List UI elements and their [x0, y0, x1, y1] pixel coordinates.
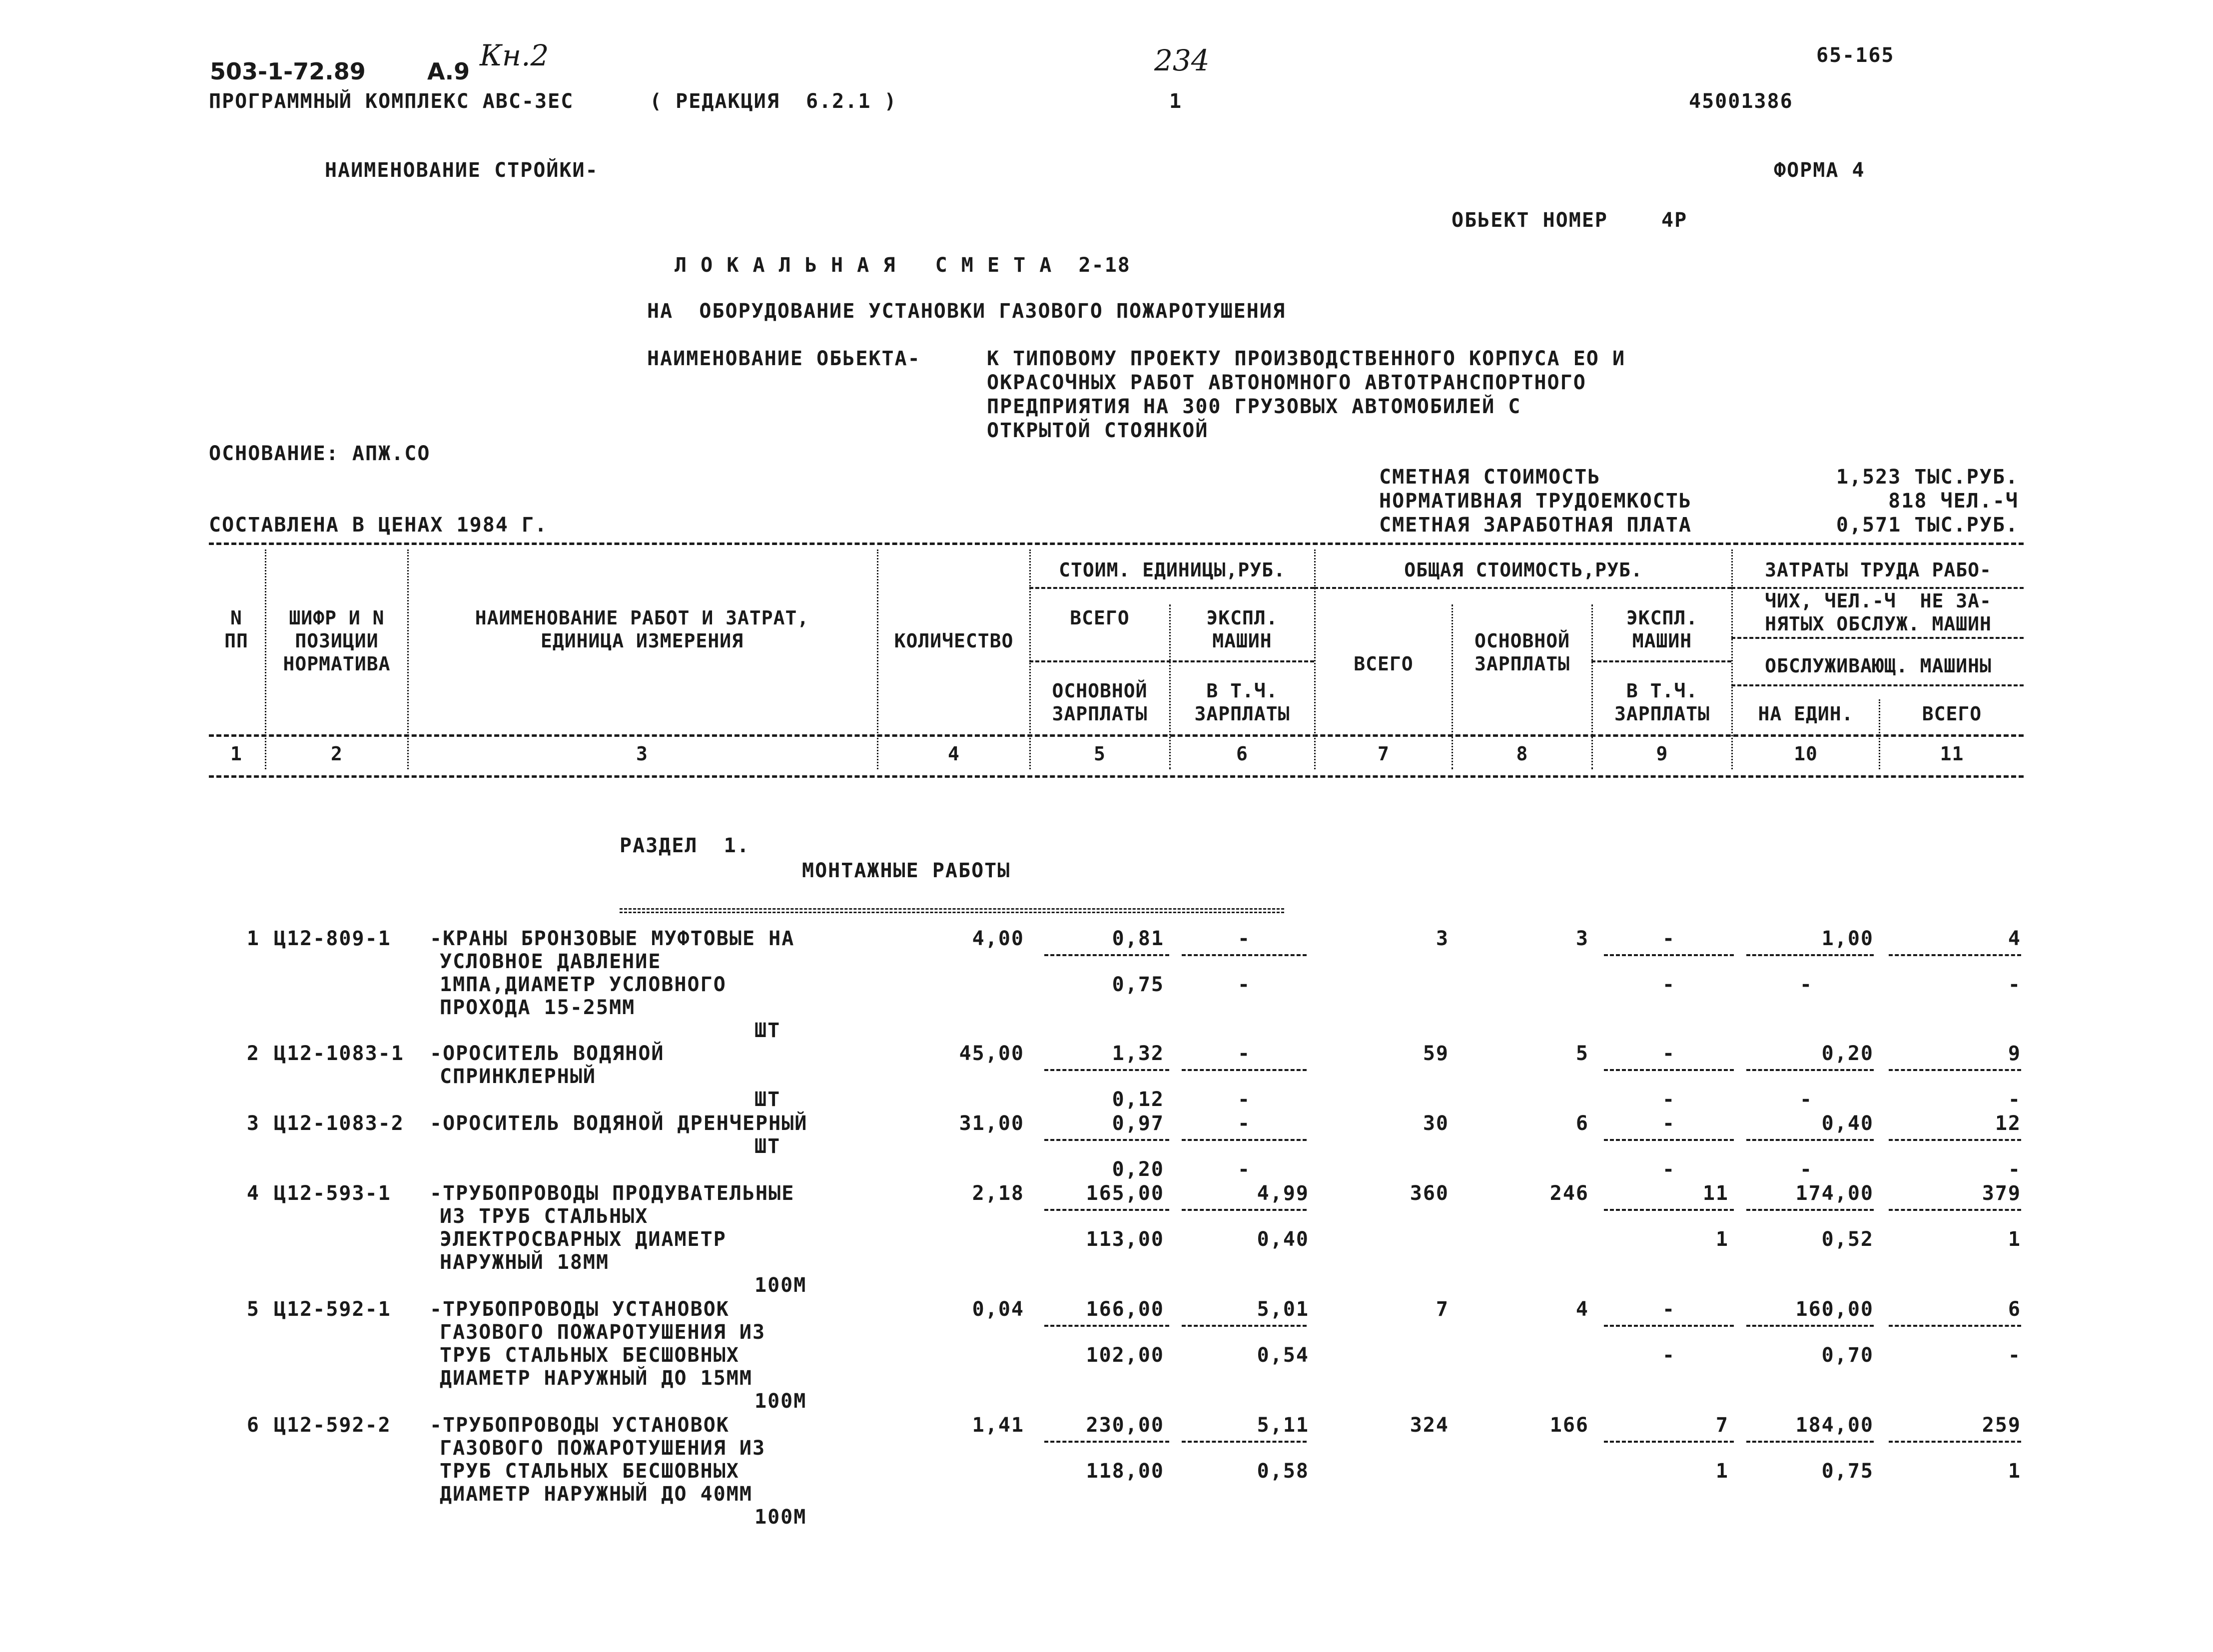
- total-cost-group: ОБЩАЯ СТОИМОСТЬ,РУБ.: [1404, 559, 1643, 581]
- unit-mach-header: МАШИН: [1212, 630, 1272, 652]
- cell-labor-unit-serv: 0,75: [1821, 1460, 1874, 1483]
- col2-header: ШИФР И N: [289, 607, 385, 629]
- document-subtitle: НА ОБОРУДОВАНИЕ УСТАНОВКИ ГАЗОВОГО ПОЖАРОТУШЕНИЯ: [647, 300, 1286, 323]
- cell-unit-mach: -: [1237, 1112, 1251, 1135]
- col-number: 10: [1794, 743, 1818, 765]
- cell-unit-mach: 5,01: [1257, 1298, 1309, 1321]
- row-split-rule: [1044, 1069, 1169, 1071]
- row-split-rule: [1044, 1209, 1169, 1211]
- cell-labor-unit: 1,00: [1821, 927, 1874, 950]
- row-split-rule: [1889, 1139, 2021, 1141]
- labor-total-header: ВСЕГО: [1922, 703, 1982, 725]
- row-split-rule: [1604, 954, 1734, 956]
- row-split-rule: [1746, 1325, 1874, 1327]
- cell-unit-mach-wage: 0,58: [1257, 1460, 1309, 1483]
- cell-labor-total-serv: 1: [2008, 1460, 2021, 1483]
- cell-labor-unit: 0,40: [1821, 1112, 1874, 1135]
- col-number: 2: [331, 743, 343, 765]
- col-divider: [1591, 604, 1593, 769]
- row-qty: 45,00: [959, 1042, 1024, 1065]
- object-name-line: К ТИПОВОМУ ПРОЕКТУ ПРОИЗВОДСТВЕННОГО КОРПУСА ЕО И: [987, 347, 1626, 370]
- object-name-line: ОТКРЫТОЙ СТОЯНКОЙ: [987, 419, 1209, 442]
- cell-unit-mach: 4,99: [1257, 1182, 1309, 1205]
- row-split-rule: [1746, 1209, 1874, 1211]
- row-number: 6: [246, 1414, 260, 1437]
- cell-unit-wage: 0,12: [1112, 1088, 1164, 1111]
- tot-mach-wage-header: В Т.Ч.: [1626, 680, 1698, 702]
- row-split-rule: [1604, 1325, 1734, 1327]
- row-split-rule: [1604, 1139, 1734, 1141]
- unit-mach-wage-header: ЗАРПЛАТЫ: [1194, 703, 1290, 725]
- row-split-rule: [1746, 1069, 1874, 1071]
- col1-header: ПП: [224, 630, 248, 652]
- row-split-rule: [1889, 1209, 2021, 1211]
- section-title: МОНТАЖНЫЕ РАБОТЫ: [802, 859, 1011, 882]
- labor-unit-header: НА ЕДИН.: [1758, 703, 1854, 725]
- header-inner-rule: [1591, 660, 1731, 662]
- doc-number: 503-1-72.89: [210, 58, 366, 85]
- cell-tot-wage: 3: [1575, 927, 1589, 950]
- row-qty: 31,00: [959, 1112, 1024, 1135]
- cell-unit-mach: -: [1237, 1042, 1251, 1065]
- cell-tot-wage: 4: [1575, 1298, 1589, 1321]
- tot-wage-header: ОСНОВНОЙ: [1474, 630, 1570, 652]
- cell-labor-total: 9: [2008, 1042, 2021, 1065]
- row-code: Ц12-592-1: [274, 1298, 391, 1321]
- row-qty: 4,00: [972, 927, 1024, 950]
- total-value-cost: 1,523 ТЫС.РУБ.: [1836, 466, 2019, 489]
- row-qty: 2,18: [972, 1182, 1024, 1205]
- unit-total-header: ВСЕГО: [1070, 607, 1130, 629]
- cell-labor-unit-serv: -: [1799, 1158, 1813, 1181]
- basis: ОСНОВАНИЕ: АПЖ.СО: [209, 442, 431, 465]
- cell-unit-total: 166,00: [1086, 1298, 1164, 1321]
- col-divider: [1452, 604, 1453, 769]
- row-number: 4: [246, 1182, 260, 1205]
- section-label: РАЗДЕЛ 1.: [620, 834, 750, 857]
- row-code: Ц12-1083-2: [274, 1112, 404, 1135]
- cell-tot-mach: -: [1662, 1298, 1676, 1321]
- row-name: ДИАМЕТР НАРУЖНЫЙ ДО 15ММ: [440, 1367, 752, 1390]
- object-name-line: ОКРАСОЧНЫХ РАБОТ АВТОНОМНОГО АВТОТРАНСПОРТНОГО: [987, 371, 1586, 394]
- cell-unit-total: 230,00: [1086, 1414, 1164, 1437]
- row-name: ГАЗОВОГО ПОЖАРОТУШЕНИЯ ИЗ: [440, 1321, 766, 1344]
- row-name: ИЗ ТРУБ СТАЛЬНЫХ: [440, 1205, 649, 1228]
- col-number: 3: [636, 743, 648, 765]
- section-double-rule: [620, 908, 1284, 913]
- cell-tot-mach-wage: -: [1662, 1158, 1676, 1181]
- program-name: ПРОГРАММНЫЙ КОМПЛЕКС АВС-3ЕС: [209, 90, 574, 113]
- construction-label: НАИМЕНОВАНИЕ СТРОЙКИ-: [325, 159, 599, 182]
- col3-header: НАИМЕНОВАНИЕ РАБОТ И ЗАТРАТ,: [475, 607, 809, 629]
- cell-unit-total: 0,97: [1112, 1112, 1164, 1135]
- row-code: Ц12-593-1: [274, 1182, 391, 1205]
- tot-mach-wage-header: ЗАРПЛАТЫ: [1614, 703, 1710, 725]
- total-label-wage: СМЕТНАЯ ЗАРАБОТНАЯ ПЛАТА: [1379, 514, 1692, 537]
- object-name-line: ПРЕДПРИЯТИЯ НА 300 ГРУЗОВЫХ АВТОМОБИЛЕЙ С: [987, 395, 1521, 418]
- cell-tot-mach: 11: [1702, 1182, 1729, 1205]
- cell-unit-total: 1,32: [1112, 1042, 1164, 1065]
- row-name: -КРАНЫ БРОНЗОВЫЕ МУФТОВЫЕ НА: [430, 927, 795, 950]
- cell-unit-mach-wage: -: [1237, 1088, 1251, 1111]
- row-unit: ШТ: [754, 1135, 781, 1158]
- cell-tot-total: 324: [1410, 1414, 1449, 1437]
- cell-unit-mach-wage: -: [1237, 1158, 1251, 1181]
- col-number: 6: [1236, 743, 1248, 765]
- row-split-rule: [1889, 1069, 2021, 1071]
- row-split-rule: [1746, 1441, 1874, 1443]
- cell-labor-total: 12: [1995, 1112, 2021, 1135]
- total-label-cost: СМЕТНАЯ СТОИМОСТЬ: [1379, 466, 1601, 489]
- cell-unit-wage: 113,00: [1086, 1228, 1164, 1251]
- header-inner-rule: [1029, 660, 1314, 662]
- cell-labor-total-serv: -: [2008, 1088, 2021, 1111]
- row-number: 2: [246, 1042, 260, 1065]
- col-number: 4: [948, 743, 960, 765]
- row-number: 3: [246, 1112, 260, 1135]
- row-name: -ТРУБОПРОВОДЫ УСТАНОВОК: [430, 1414, 730, 1437]
- cell-tot-mach-wage: -: [1662, 1088, 1676, 1111]
- row-code: Ц12-592-2: [274, 1414, 391, 1437]
- col-divider: [877, 550, 878, 769]
- col-number: 7: [1378, 743, 1390, 765]
- row-name: -ТРУБОПРОВОДЫ УСТАНОВОК: [430, 1298, 730, 1321]
- object-label: ОБЬЕКТ НОМЕР: [1452, 209, 1608, 232]
- unit-mach-header: ЭКСПЛ.: [1206, 607, 1278, 629]
- cell-labor-total-serv: 1: [2008, 1228, 2021, 1251]
- cell-labor-unit-serv: -: [1799, 973, 1813, 996]
- row-split-rule: [1889, 1441, 2021, 1443]
- cell-tot-total: 30: [1423, 1112, 1449, 1135]
- row-code: Ц12-809-1: [274, 927, 391, 950]
- cell-labor-unit-serv: -: [1799, 1088, 1813, 1111]
- cell-tot-wage: 166: [1549, 1414, 1589, 1437]
- row-name: -ОРОСИТЕЛЬ ВОДЯНОЙ: [430, 1042, 665, 1065]
- total-value-labor: 818 ЧЕЛ.-Ч: [1888, 490, 2019, 513]
- cell-labor-total-serv: -: [2008, 973, 2021, 996]
- col-divider: [1029, 550, 1031, 769]
- col-number: 11: [1940, 743, 1964, 765]
- total-label-labor: НОРМАТИВНАЯ ТРУДОЕМКОСТЬ: [1379, 490, 1692, 513]
- unit-wage-header: ОСНОВНОЙ: [1052, 680, 1148, 702]
- cell-tot-total: 3: [1436, 927, 1449, 950]
- cell-tot-wage: 5: [1575, 1042, 1589, 1065]
- page-handwritten: 234: [1154, 43, 1210, 77]
- cell-unit-mach-wage: 0,54: [1257, 1344, 1309, 1367]
- row-name: ТРУБ СТАЛЬНЫХ БЕСШОВНЫХ: [440, 1460, 739, 1483]
- cell-tot-mach: -: [1662, 927, 1676, 950]
- cell-tot-wage: 6: [1575, 1112, 1589, 1135]
- unit-wage-header: ЗАРПЛАТЫ: [1052, 703, 1148, 725]
- cell-tot-mach-wage: 1: [1715, 1460, 1729, 1483]
- row-split-rule: [1182, 1325, 1307, 1327]
- col-divider: [1169, 604, 1171, 769]
- cell-tot-total: 7: [1436, 1298, 1449, 1321]
- row-name: ГАЗОВОГО ПОЖАРОТУШЕНИЯ ИЗ: [440, 1437, 766, 1460]
- prices-basis: СОСТАВЛЕНА В ЦЕНАХ 1984 Г.: [209, 514, 548, 537]
- labor-group: ЧИХ, ЧЕЛ.-Ч НЕ ЗА-: [1765, 590, 1992, 612]
- cell-tot-total: 59: [1423, 1042, 1449, 1065]
- header-inner-rule: [1029, 587, 1314, 589]
- document-code: 45001386: [1689, 90, 1793, 113]
- cell-unit-wage: 118,00: [1086, 1460, 1164, 1483]
- col-divider: [1879, 699, 1880, 769]
- col4-header: КОЛИЧЕСТВО: [894, 630, 1014, 652]
- labor-sub-header: ОБСЛУЖИВАЮЩ. МАШИНЫ: [1765, 655, 1992, 677]
- book-handwritten: Кн.2: [480, 38, 549, 72]
- header-bottom-rule: [209, 734, 2024, 737]
- row-split-rule: [1044, 1139, 1169, 1141]
- tot-mach-header: ЭКСПЛ.: [1626, 607, 1698, 629]
- row-unit: ШТ: [754, 1019, 781, 1042]
- row-name: ДИАМЕТР НАРУЖНЫЙ ДО 40ММ: [440, 1483, 752, 1506]
- row-split-rule: [1182, 1441, 1307, 1443]
- cell-labor-total: 4: [2008, 927, 2021, 950]
- col-number: 9: [1656, 743, 1668, 765]
- cell-unit-mach: 5,11: [1257, 1414, 1309, 1437]
- cell-labor-unit: 184,00: [1795, 1414, 1874, 1437]
- cell-tot-mach: 7: [1715, 1414, 1729, 1437]
- tot-mach-header: МАШИН: [1632, 630, 1692, 652]
- cell-unit-mach-wage: -: [1237, 973, 1251, 996]
- col-number: 5: [1094, 743, 1106, 765]
- cell-labor-unit: 0,20: [1821, 1042, 1874, 1065]
- cell-unit-wage: 102,00: [1086, 1344, 1164, 1367]
- row-name: ТРУБ СТАЛЬНЫХ БЕСШОВНЫХ: [440, 1344, 739, 1367]
- cell-labor-total: 259: [1982, 1414, 2021, 1437]
- cell-unit-total: 165,00: [1086, 1182, 1164, 1205]
- cell-labor-total-serv: -: [2008, 1344, 2021, 1367]
- row-name: НАРУЖНЫЙ 18ММ: [440, 1251, 610, 1274]
- total-value-wage: 0,571 ТЫС.РУБ.: [1836, 514, 2019, 537]
- cell-tot-mach: -: [1662, 1042, 1676, 1065]
- row-split-rule: [1182, 1139, 1307, 1141]
- cell-labor-total: 6: [2008, 1298, 2021, 1321]
- col-number: 8: [1516, 743, 1528, 765]
- row-unit: 100М: [754, 1506, 807, 1529]
- row-name: СПРИНКЛЕРНЫЙ: [440, 1065, 596, 1088]
- row-name: ПРОХОДА 15-25ММ: [440, 996, 636, 1019]
- cell-labor-unit: 174,00: [1795, 1182, 1874, 1205]
- labor-group: ЗАТРАТЫ ТРУДА РАБО-: [1765, 559, 1992, 581]
- cell-labor-total-serv: -: [2008, 1158, 2021, 1181]
- row-name: ЭЛЕКТРОСВАРНЫХ ДИАМЕТР: [440, 1228, 727, 1251]
- row-number: 5: [246, 1298, 260, 1321]
- row-unit: ШТ: [754, 1088, 781, 1111]
- row-split-rule: [1044, 1441, 1169, 1443]
- row-number: 1: [246, 927, 260, 950]
- cell-unit-wage: 0,75: [1112, 973, 1164, 996]
- object-name-label: НАИМЕНОВАНИЕ ОБЬЕКТА-: [647, 347, 921, 370]
- tot-wage-header: ЗАРПЛАТЫ: [1474, 653, 1570, 675]
- row-name: 1МПА,ДИАМЕТР УСЛОВНОГО: [440, 973, 727, 996]
- row-split-rule: [1044, 1325, 1169, 1327]
- cell-unit-mach: -: [1237, 927, 1251, 950]
- unit-cost-group: СТОИМ. ЕДИНИЦЫ,РУБ.: [1059, 559, 1286, 581]
- col2-header: ПОЗИЦИИ: [295, 630, 379, 652]
- col2-header: НОРМАТИВА: [283, 653, 391, 675]
- cell-tot-mach-wage: -: [1662, 973, 1676, 996]
- tot-total-header: ВСЕГО: [1354, 653, 1414, 675]
- cell-labor-unit-serv: 0,52: [1821, 1228, 1874, 1251]
- album-number: А.9: [427, 58, 470, 85]
- unit-mach-wage-header: В Т.Ч.: [1206, 680, 1278, 702]
- col1-header: N: [230, 607, 242, 629]
- header-inner-rule: [1731, 684, 2024, 686]
- row-unit: 100М: [754, 1390, 807, 1413]
- edition: ( РЕДАКЦИЯ 6.2.1 ): [650, 90, 897, 113]
- page-number: 1: [1169, 90, 1183, 113]
- col-number: 1: [230, 743, 242, 765]
- col-divider: [265, 550, 266, 769]
- cell-tot-mach-wage: 1: [1715, 1228, 1729, 1251]
- cell-labor-unit-serv: 0,70: [1821, 1344, 1874, 1367]
- row-name: -ОРОСИТЕЛЬ ВОДЯНОЙ ДРЕНЧЕРНЫЙ: [430, 1112, 808, 1135]
- row-code: Ц12-1083-1: [274, 1042, 404, 1065]
- col3-header: ЕДИНИЦА ИЗМЕРЕНИЯ: [541, 630, 743, 652]
- header-inner-rule: [1731, 637, 2024, 639]
- row-split-rule: [1604, 1069, 1734, 1071]
- cell-tot-wage: 246: [1549, 1182, 1589, 1205]
- form-label: ФОРМА 4: [1774, 159, 1865, 182]
- row-split-rule: [1604, 1441, 1734, 1443]
- cell-tot-mach: -: [1662, 1112, 1676, 1135]
- col-divider: [1314, 550, 1316, 769]
- row-split-rule: [1044, 954, 1169, 956]
- cell-labor-unit: 160,00: [1795, 1298, 1874, 1321]
- header-inner-rule: [1731, 587, 2024, 589]
- cell-labor-total: 379: [1982, 1182, 2021, 1205]
- row-split-rule: [1182, 1069, 1307, 1071]
- row-split-rule: [1746, 1139, 1874, 1141]
- header-top-rule: [209, 543, 2024, 545]
- cell-unit-wage: 0,20: [1112, 1158, 1164, 1181]
- cell-unit-mach-wage: 0,40: [1257, 1228, 1309, 1251]
- row-split-rule: [1604, 1209, 1734, 1211]
- row-split-rule: [1182, 954, 1307, 956]
- cell-unit-total: 0,81: [1112, 927, 1164, 950]
- sheet-code: 65-165: [1816, 44, 1895, 67]
- row-unit: 100М: [754, 1274, 807, 1297]
- col-divider: [407, 550, 409, 769]
- row-split-rule: [1182, 1209, 1307, 1211]
- row-split-rule: [1889, 954, 2021, 956]
- object-number: 4Р: [1661, 209, 1688, 232]
- row-split-rule: [1889, 1325, 2021, 1327]
- row-split-rule: [1746, 954, 1874, 956]
- document-title: Л О К А Л Ь Н А Я С М Е Т А 2-18: [675, 254, 1131, 277]
- cell-tot-total: 360: [1410, 1182, 1449, 1205]
- col-divider: [1731, 550, 1733, 769]
- row-name: УСЛОВНОЕ ДАВЛЕНИЕ: [440, 950, 662, 973]
- cell-tot-mach-wage: -: [1662, 1344, 1676, 1367]
- row-qty: 1,41: [972, 1414, 1024, 1437]
- labor-group: НЯТЫХ ОБСЛУЖ. МАШИН: [1765, 613, 1992, 635]
- row-qty: 0,04: [972, 1298, 1024, 1321]
- numbers-bottom-rule: [209, 775, 2024, 778]
- row-name: -ТРУБОПРОВОДЫ ПРОДУВАТЕЛЬНЫЕ: [430, 1182, 795, 1205]
- header-inner-rule: [1314, 587, 1731, 589]
